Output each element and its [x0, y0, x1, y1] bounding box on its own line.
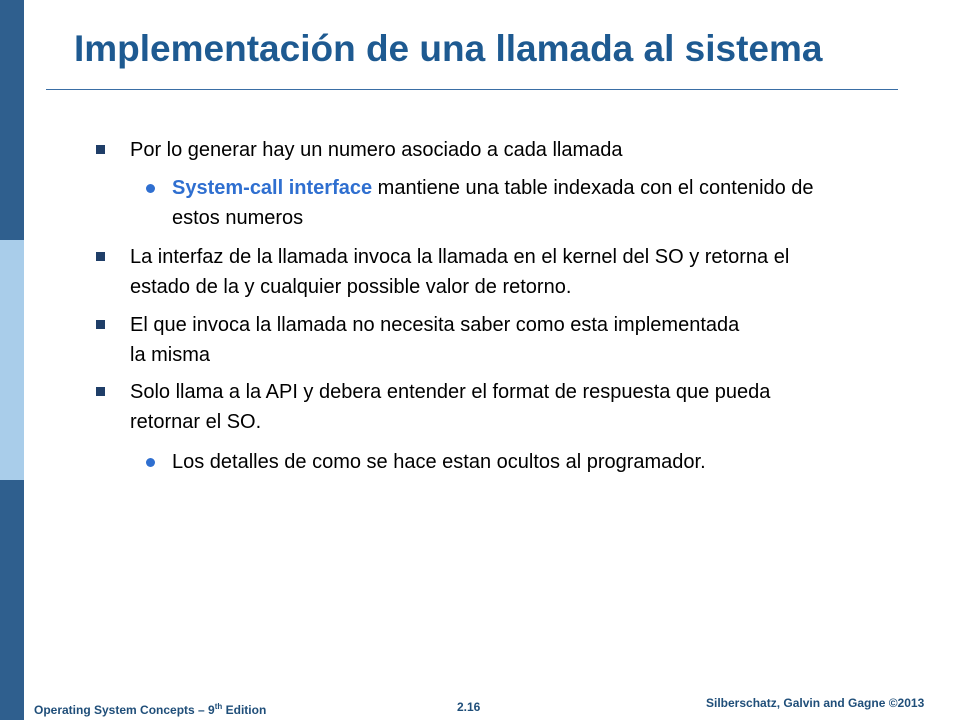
footer-book-title-text: Operating System Concepts – 9: [34, 703, 215, 717]
round-bullet-icon: [146, 184, 155, 193]
square-bullet-icon: [96, 320, 105, 329]
bullet-item-5: Solo llama a la API y debera entender el format de respuesta que pueda retornar el SO.: [130, 381, 771, 433]
bullet-item-4: El que invoca la llamada no necesita saber como esta implementada la misma: [130, 314, 740, 366]
bullet-item-2: [172, 173, 832, 233]
bullet-item-1: Por lo generar hay un numero asociado a cada llamada: [130, 139, 623, 161]
square-bullet-icon: [96, 252, 105, 261]
square-bullet-icon: [96, 145, 105, 154]
footer-edition-text: Edition: [222, 703, 267, 717]
emphasis-text: System-call interface: [172, 177, 373, 199]
round-bullet-icon: [146, 458, 155, 467]
square-bullet-icon: [96, 387, 105, 396]
bullet-item-6: Los detalles de como se hace estan ocultos al programador.: [172, 451, 706, 473]
slide-title: Implementación de una llamada al sistema: [74, 28, 823, 69]
footer-edition-sup: th: [214, 702, 223, 711]
bullet-item-3: La interfaz de la llamada invoca la llamada en el kernel del SO y retorna el estado de la y cualquier possible valor de retorno.: [130, 246, 790, 298]
bullet-item-2-text: mantiene una table indexada con el contenido de estos numeros: [172, 177, 814, 229]
page-number: 2.16: [457, 700, 481, 714]
footer-authors: Silberschatz, Galvin and Gagne ©2013: [706, 696, 925, 710]
footer-book-title: [34, 702, 266, 717]
